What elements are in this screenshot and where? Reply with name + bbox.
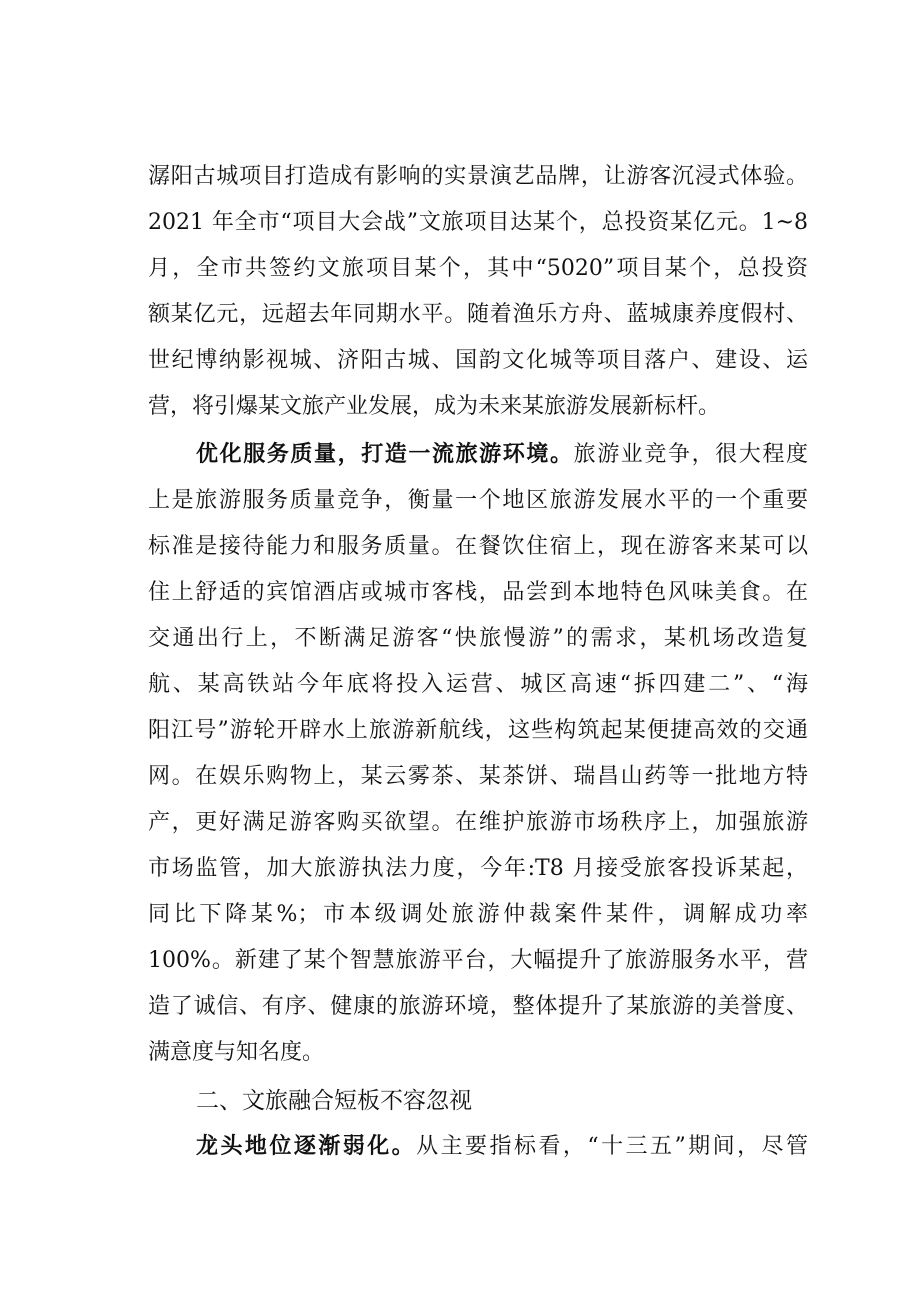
paragraph-1-line-2: 2021 年全市“项目大会战”文旅项目达某个，总投资某亿元。1~8: [148, 210, 808, 235]
paragraph-1-line-5: 世纪博纳影视城、济阳古城、国韵文化城等项目落户、建设、运: [148, 348, 808, 373]
paragraph-2-line-7: 阳江号”游轮开辟水上旅游新航线，这些构筑起某便捷高效的交通: [148, 718, 808, 743]
paragraph-2-line-14: 满意度与知名度。: [148, 1040, 325, 1065]
paragraph-2-lead: 优化服务质量，打造一流旅游环境。: [196, 442, 574, 467]
section-heading: 二、文旅融合短板不容忽视: [196, 1088, 472, 1114]
paragraph-3-line-1: [196, 1132, 808, 1162]
paragraph-2-line-13: 造了诚信、有序、健康的旅游环境，整体提升了某旅游的美誉度、: [148, 994, 808, 1019]
paragraph-2-line-6: 航、某高铁站今年底将投入运营、城区高速“拆四建二”、“海: [148, 672, 808, 697]
paragraph-2-line-9: 产，更好满足游客购买欲望。在维护旅游市场秩序上，加强旅游: [148, 810, 808, 835]
paragraph-3-lead: 龙头地位逐渐弱化。: [196, 1134, 417, 1159]
paragraph-1-line-1: 潺阳古城项目打造成有影响的实景演艺品牌，让游客沉浸式体验。: [148, 164, 808, 189]
paragraph-2-line-11: 同比下降某%；市本级调处旅游仲裁案件某件，调解成功率: [148, 902, 808, 927]
paragraph-2-line-3: 标准是接待能力和服务质量。在餐饮住宿上，现在游客来某可以: [148, 534, 808, 559]
paragraph-1-line-3: 月，全市共签约文旅项目某个，其中“5020”项目某个，总投资: [148, 256, 808, 281]
paragraph-2-line-4: 住上舒适的宾馆酒店或城市客栈，品尝到本地特色风味美食。在: [148, 580, 808, 605]
paragraph-1-line-6: 营，将引爆某文旅产业发展，成为未来某旅游发展新标杆。: [148, 394, 721, 419]
paragraph-2-line-5: 交通出行上，不断满足游客“快旅慢游”的需求，某机场改造复: [148, 626, 808, 651]
paragraph-3-first-line-text: 从主要指标看，“十三五”期间，尽管: [416, 1134, 808, 1159]
paragraph-1-line-4: 额某亿元，远超去年同期水平。随着渔乐方舟、蓝城康养度假村、: [148, 302, 808, 327]
paragraph-2-line-10: 市场监管，加大旅游执法力度，今年:T8 月接受旅客投诉某起，: [148, 856, 808, 881]
paragraph-2-line-2: 上是旅游服务质量竞争，衡量一个地区旅游发展水平的一个重要: [148, 488, 808, 513]
paragraph-2-line-1: [196, 440, 808, 470]
paragraph-2-line-8: 网。在娱乐购物上，某云雾茶、某茶饼、瑞昌山药等一批地方特: [148, 764, 808, 789]
paragraph-2-line-12: 100%。新建了某个智慧旅游平台，大幅提升了旅游服务水平，营: [148, 948, 808, 973]
paragraph-2-first-line-text: 旅游业竞争，很大程度: [573, 442, 808, 467]
